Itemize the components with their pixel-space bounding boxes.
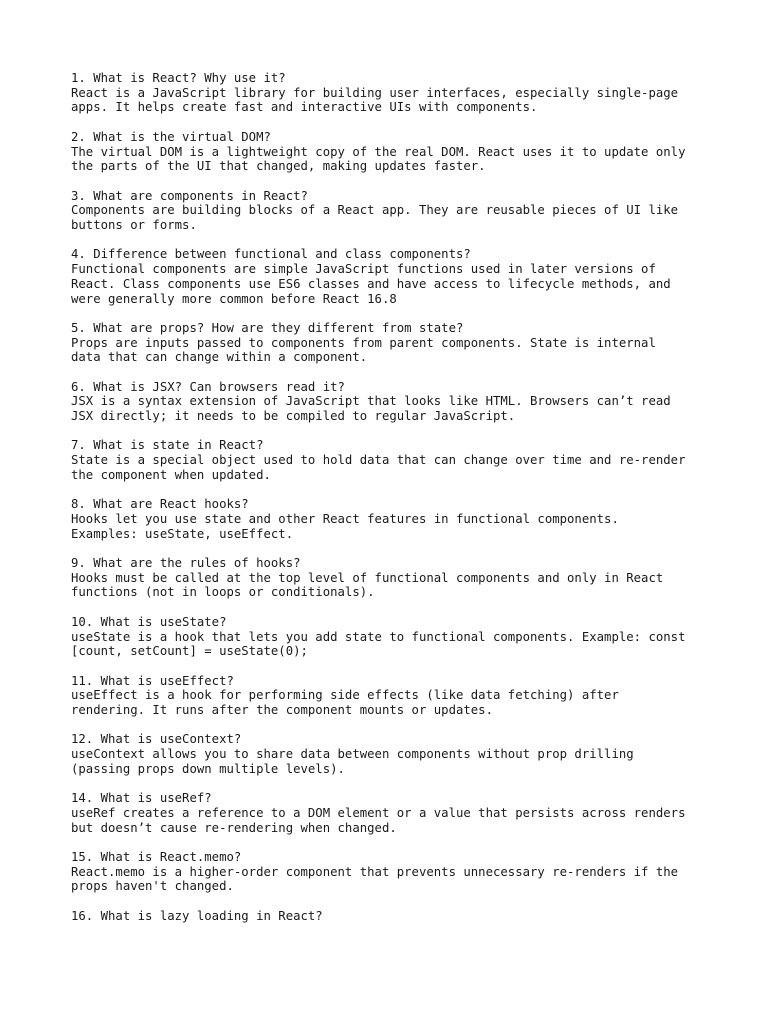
question-text: 2. What is the virtual DOM? — [71, 129, 271, 144]
qa-item — [71, 321, 731, 365]
question-text: 14. What is useRef? — [71, 791, 212, 806]
qa-item — [71, 674, 731, 718]
qa-item — [71, 189, 731, 233]
question-text: 6. What is JSX? Can browsers read it? — [71, 379, 345, 394]
answer-text: useContext allows you to share data between components without prop drilling (passing props down multiple levels). — [71, 747, 634, 776]
answer-text: useState is a hook that lets you add state to functional components. Example: const [count, setCount] = useState(0); — [71, 629, 686, 659]
qa-item — [71, 438, 731, 482]
question-text: 16. What is lazy loading in React? — [71, 908, 323, 923]
answer-text: React.memo is a higher-order component that prevents unnecessary re-renders if the props haven't changed. — [71, 864, 679, 894]
answer-text: useEffect is a hook for performing side effects (like data fetching) after rendering. It runs after the component mounts or updates. — [71, 688, 619, 718]
answer-text: Functional components are simple JavaScript functions used in later versions of React. Class components use ES6 classes and have access to lifecycle methods, and were generally more common before React 16.8 — [71, 262, 671, 306]
question-text: 7. What is state in React? — [71, 438, 264, 453]
qa-item — [71, 556, 731, 600]
question-text: 10. What is useState? — [71, 614, 227, 629]
qa-item — [71, 71, 731, 115]
answer-text: React is a JavaScript library for building user interfaces, especially single-page apps. It helps create fast and interactive UIs with components. — [71, 85, 679, 115]
question-text: 12. What is useContext? — [71, 732, 242, 747]
answer-text: Hooks let you use state and other React features in functional components. Examples: useState, useEffect. — [71, 511, 619, 541]
question-text: 4. Difference between functional and class components? — [71, 247, 471, 262]
answer-text: Hooks must be called at the top level of functional components and only in React functions (not in loops or conditionals). — [71, 570, 664, 600]
qa-item — [71, 791, 731, 835]
answer-text: Components are building blocks of a React app. They are reusable pieces of UI like buttons or forms. — [71, 203, 679, 232]
answer-text: useRef creates a reference to a DOM element or a value that persists across renders but doesn’t cause re-rendering when changed. — [71, 805, 686, 835]
qa-item — [71, 909, 731, 924]
answer-text: The virtual DOM is a lightweight copy of the real DOM. React uses it to update only the parts of the UI that changed, making updates faster. — [71, 144, 686, 174]
qa-item — [71, 615, 731, 659]
qa-item — [71, 380, 731, 424]
question-text: 8. What are React hooks? — [71, 497, 249, 512]
qa-item — [71, 247, 731, 306]
question-text: 15. What is React.memo? — [71, 850, 242, 865]
qa-item — [71, 497, 731, 541]
answer-text: State is a special object used to hold data that can change over time and re-render the component when updated. — [71, 453, 686, 482]
document-page — [71, 71, 731, 938]
qa-item — [71, 130, 731, 174]
question-text: 11. What is useEffect? — [71, 673, 234, 688]
question-text: 5. What are props? How are they different from state? — [71, 320, 464, 335]
answer-text: JSX is a syntax extension of JavaScript that looks like HTML. Browsers can’t read JSX directly; it needs to be compiled to regular JavaScript. — [71, 394, 671, 424]
question-text: 1. What is React? Why use it? — [71, 71, 286, 85]
question-text: 9. What are the rules of hooks? — [71, 556, 301, 571]
qa-item — [71, 732, 731, 776]
answer-text: Props are inputs passed to components from parent components. State is internal data that can change within a component. — [71, 335, 656, 365]
qa-item — [71, 850, 731, 894]
question-text: 3. What are components in React? — [71, 188, 308, 203]
